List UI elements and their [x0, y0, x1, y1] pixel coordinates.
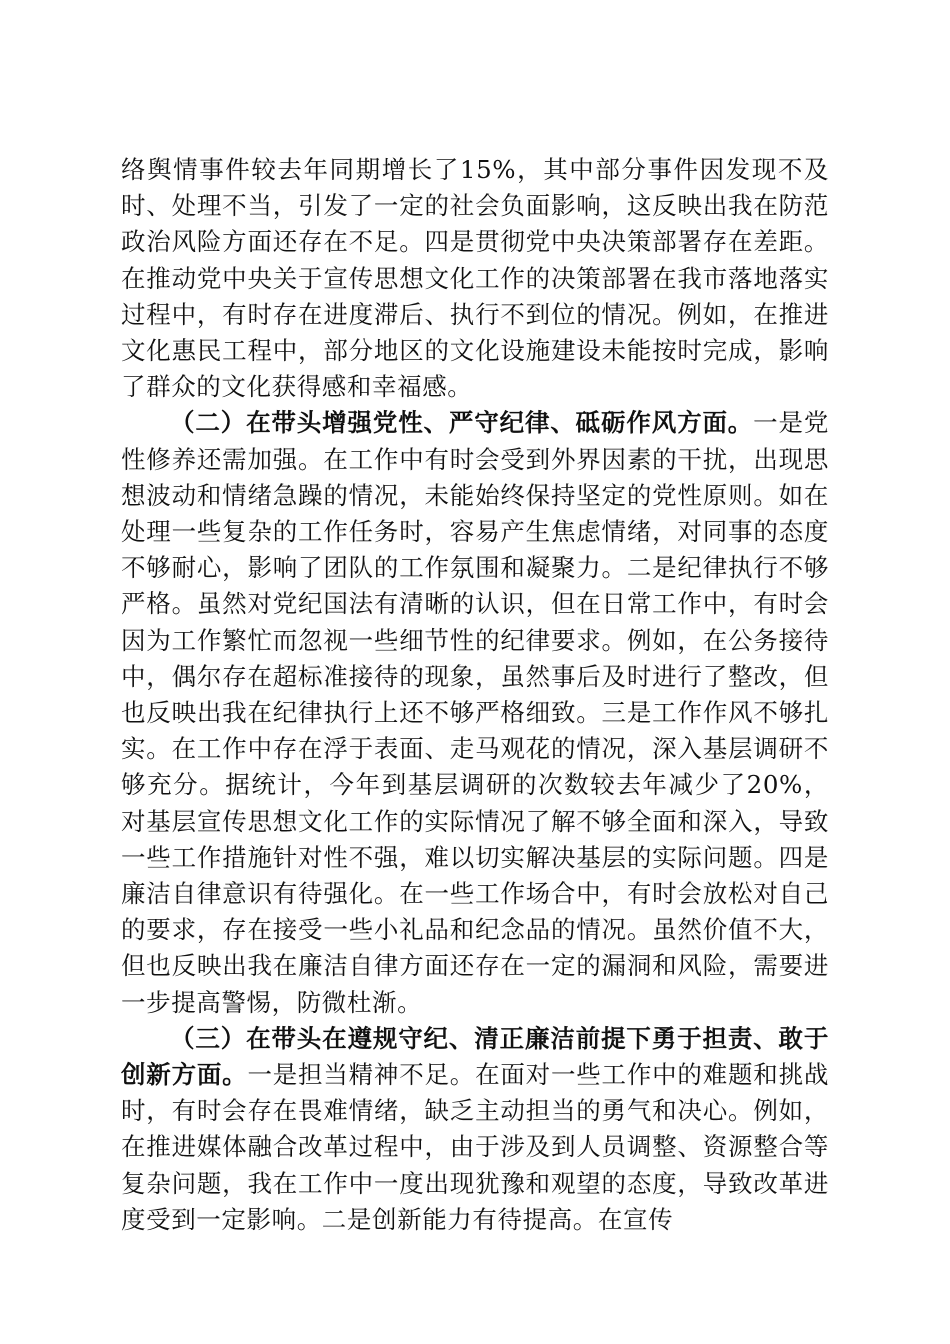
paragraph-body: 一是担当精神不足。在面对一些工作中的难题和挑战时，有时会存在畏难情绪，缺乏主动担当的勇气和决心。例如，在推进媒体融合改革过程中，由于涉及到人员调整、资源整合等复杂问题，我在工作中一度出现犹豫和观望的态度，导致改革进度受到一定影响。二是创新能力有待提高。在宣传 [121, 1060, 829, 1234]
document-body [121, 152, 829, 1238]
paragraph-section-three [121, 1021, 829, 1238]
paragraph-body: 络舆情事件较去年同期增长了15%，其中部分事件因发现不及时、处理不当，引发了一定的社会负面影响，这反映出我在防范政治风险方面还存在不足。四是贯彻党中央决策部署存在差距。在推动党中央关于宣传思想文化工作的决策部署在我市落地落实过程中，有时存在进度滞后、执行不到位的情况。例如，在推进文化惠民工程中，部分地区的文化设施建设未能按时完成，影响了群众的文化获得感和幸福感。 [121, 155, 829, 402]
section-heading: （三）在带头在遵规守纪、清正廉洁前提下勇于担责、敢于创新方面。 [121, 1023, 829, 1090]
paragraph-section-two [121, 405, 829, 1020]
section-heading: （二）在带头增强党性、严守纪律、砥砺作风方面。 [170, 408, 754, 438]
paragraph-continuation [121, 152, 829, 405]
paragraph-body: 一是党性修养还需加强。在工作中有时会受到外界因素的干扰，出现思想波动和情绪急躁的情况，未能始终保持坚定的党性原则。如在处理一些复杂的工作任务时，容易产生焦虑情绪，对同事的态度不够耐心，影响了团队的工作氛围和凝聚力。二是纪律执行不够严格。虽然对党纪国法有清晰的认识，但在日常工作中，有时会因为工作繁忙而忽视一些细节性的纪律要求。例如，在公务接待中，偶尔存在超标准接待的现象，虽然事后及时进行了整改，但也反映出我在纪律执行上还不够严格细致。三是工作作风不够扎实。在工作中存在浮于表面、走马观花的情况，深入基层调研不够充分。据统计，今年到基层调研的次数较去年减少了20%，对基层宣传思想文化工作的实际情况了解不够全面和深入，导致一些工作措施针对性不强，难以切实解决基层的实际问题。四是廉洁自律意识有待强化。在一些工作场合中，有时会放松对自己的要求，存在接受一些小礼品和纪念品的情况。虽然价值不大，但也反映出我在廉洁自律方面还存在一定的漏洞和风险，需要进一步提高警惕，防微杜渐。 [121, 408, 829, 1017]
